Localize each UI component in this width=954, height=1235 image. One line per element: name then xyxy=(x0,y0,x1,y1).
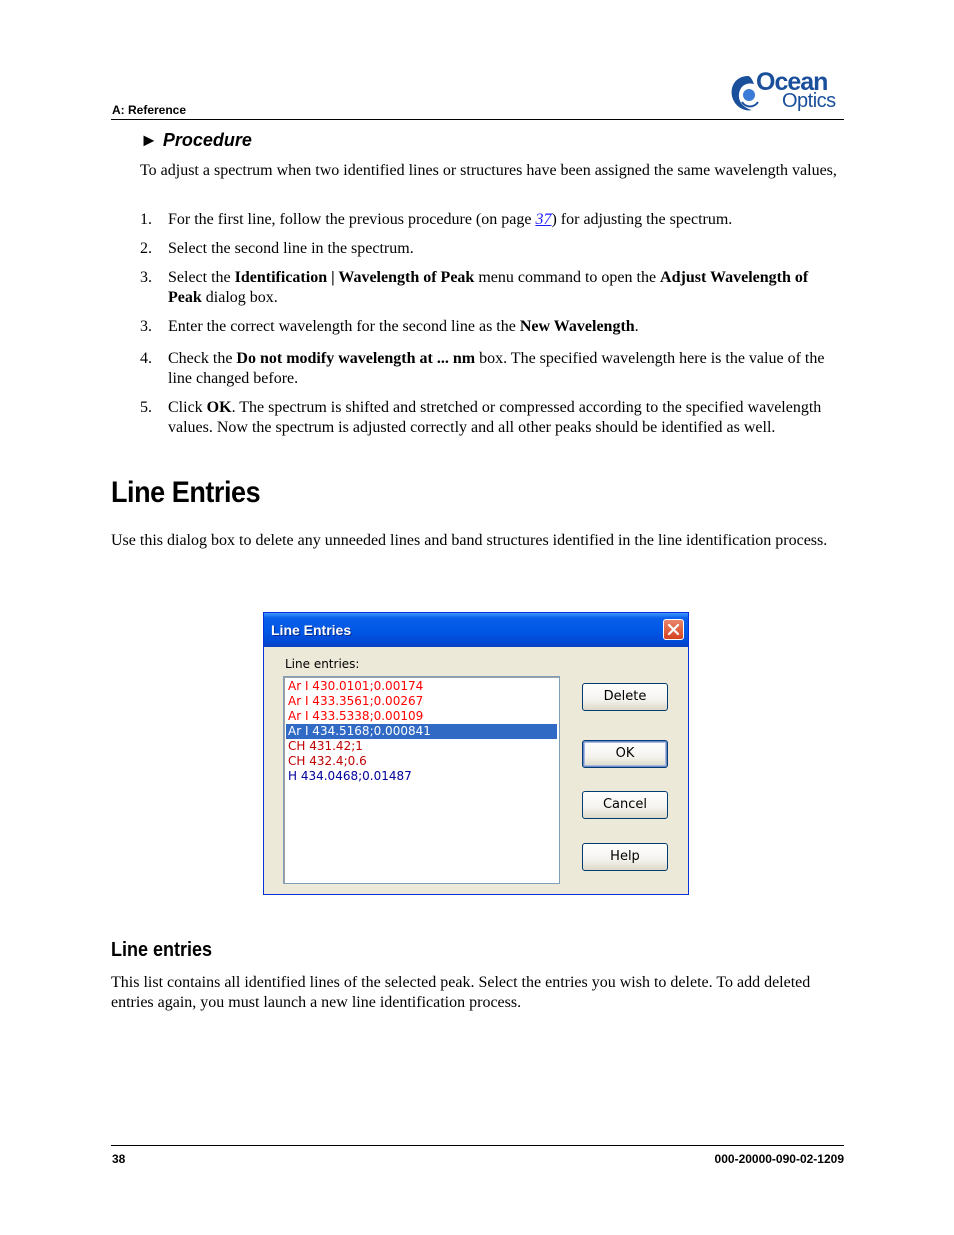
step-text-part: box. The specified wavelength here is the value of the line changed before. xyxy=(168,350,825,387)
logo-text-ocean: Ocean xyxy=(756,68,828,96)
cancel-button[interactable]: Cancel xyxy=(582,791,668,819)
step-text-part: Select the xyxy=(168,269,235,286)
line-entries-listbox[interactable] xyxy=(283,676,560,884)
list-item[interactable]: Ar I 434.5168;0.000841 xyxy=(286,724,557,739)
step-text-part: . The spectrum is shifted and stretched or compressed according to the specified wavelength values. Now the spectrum is adjusted correctly and all other peaks should be identified as well. xyxy=(168,399,822,436)
menu-command-name: Identification | Wavelength of Peak xyxy=(234,269,475,286)
dialog-title: Line Entries xyxy=(271,622,352,638)
step-number: 4. xyxy=(140,350,152,367)
step-text-part: . xyxy=(634,318,639,335)
procedure-intro: To adjust a spectrum when two identified lines or structures have been assigned the same wavelength values, xyxy=(140,162,837,179)
subsection-description: This list contains all identified lines of the selected peak. Select the entries you wish to delete. To add deleted entries again, you must launch a new line identification process. xyxy=(111,974,811,1011)
field-name: New Wavelength xyxy=(519,318,635,335)
footer-rule xyxy=(111,1145,844,1146)
page-link[interactable]: 37 xyxy=(535,211,552,228)
delete-button[interactable]: Delete xyxy=(582,683,668,711)
ok-button[interactable]: OK xyxy=(582,740,668,768)
step-text-part: ) for adjusting the spectrum. xyxy=(551,211,733,228)
step-text: Select the second line in the spectrum. xyxy=(168,240,414,257)
list-item[interactable]: CH 431.42;1 xyxy=(288,739,363,753)
list-item[interactable]: Ar I 433.3561;0.00267 xyxy=(288,694,424,708)
step-text xyxy=(168,398,845,438)
step-text xyxy=(168,268,845,308)
list-item[interactable]: Ar I 430.0101;0.00174 xyxy=(288,679,424,693)
step-number: 2. xyxy=(140,240,152,257)
dialog-titlebar[interactable] xyxy=(264,613,688,647)
step-number: 1. xyxy=(140,211,152,228)
close-button[interactable] xyxy=(663,619,684,640)
step-text-part: dialog box. xyxy=(201,289,278,306)
step-text-part: For the first line, follow the previous procedure (on page xyxy=(168,211,536,228)
page-number: 38 xyxy=(112,1152,126,1166)
step-text-part: Enter the correct wavelength for the second line as the xyxy=(168,318,520,335)
dialog-name: Adjust Wavelength of Peak xyxy=(168,269,809,306)
step-number: 5. xyxy=(140,399,152,416)
document-number: 000-20000-090-02-1209 xyxy=(714,1152,844,1166)
logo-text-optics: Optics xyxy=(782,90,836,112)
section-description: Use this dialog box to delete any unneeded lines and band structures identified in the line identification process. xyxy=(111,532,828,549)
header-rule xyxy=(111,119,844,120)
section-title: Line Entries xyxy=(111,476,261,509)
close-icon xyxy=(667,623,680,636)
subsection-title: Line entries xyxy=(111,939,213,961)
list-item[interactable]: Ar I 433.5338;0.00109 xyxy=(288,709,424,723)
step-number: 3. xyxy=(140,269,152,286)
procedure-heading: ► Procedure xyxy=(140,130,252,150)
header-section-label: A: Reference xyxy=(112,103,187,117)
dialog-body xyxy=(268,647,684,892)
button-name: OK xyxy=(206,399,232,416)
step-text xyxy=(168,349,845,389)
step-text-part: Click xyxy=(168,399,207,416)
ocean-optics-logo xyxy=(728,70,844,116)
list-item[interactable]: CH 432.4;0.6 xyxy=(288,754,367,768)
step-number: 3. xyxy=(140,318,152,335)
line-entries-label: Line entries: xyxy=(285,657,360,671)
list-item[interactable]: H 434.0468;0.01487 xyxy=(288,769,412,783)
step-text xyxy=(168,210,845,230)
step-text xyxy=(168,317,845,337)
help-button[interactable]: Help xyxy=(582,843,668,871)
checkbox-name: Do not modify wavelength at ... nm xyxy=(236,350,476,367)
step-text-part: menu command to open the xyxy=(474,269,661,286)
line-entries-dialog xyxy=(263,612,689,895)
step-text-part: Check the xyxy=(168,350,237,367)
